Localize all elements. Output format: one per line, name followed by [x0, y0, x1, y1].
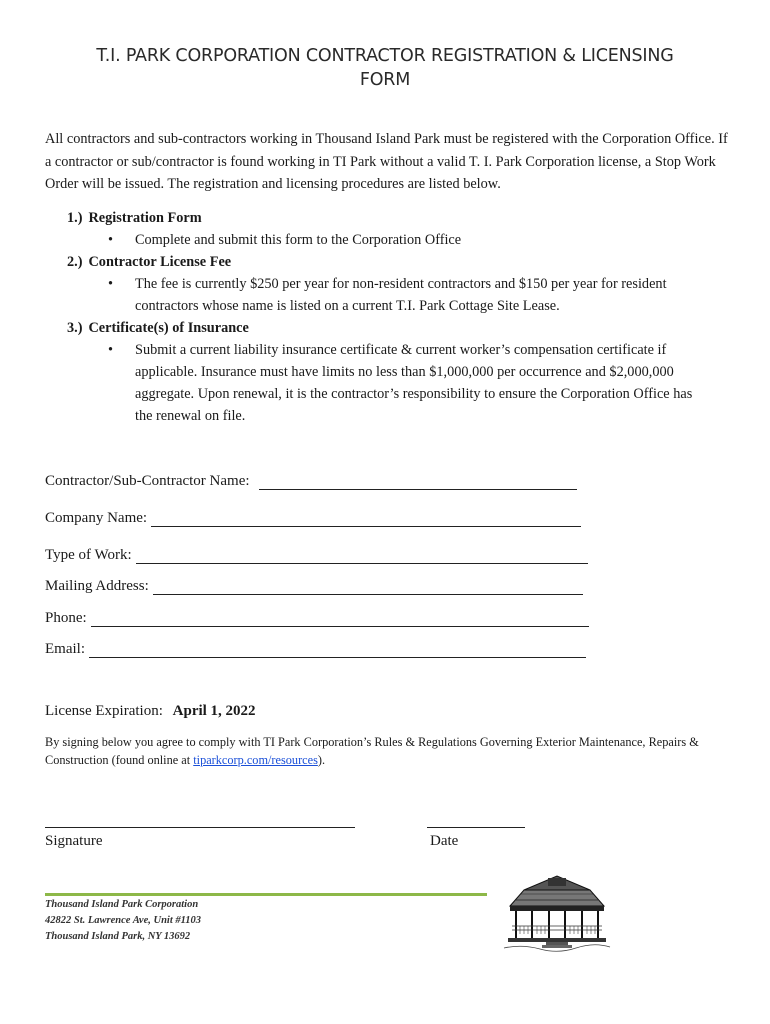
bullet-icon: • [108, 276, 114, 292]
bullet-icon: • [108, 232, 114, 248]
company-name-field [45, 510, 581, 527]
type-of-work-input[interactable] [136, 547, 588, 564]
mailing-address-input[interactable] [153, 578, 583, 595]
license-expiration-date: April 1, 2022 [172, 703, 256, 719]
item-heading: Registration Form [88, 210, 202, 226]
list-item-heading [67, 317, 725, 339]
agreement-body: By signing below you agree to comply with TI Park Corporation’s Rules & Regulations Governing Exterior Maintenance, Repairs & Construction (found online at [45, 735, 699, 767]
footer-divider [45, 893, 487, 896]
item-number: 3.) [67, 320, 83, 336]
agreement-end: ). [317, 753, 326, 767]
bullet-text: Submit a current liability insurance certificate & current worker’s compensation certificate if applicable. Insurance must have limits no less than $1,000,000 per occurrence and $2,000,000 aggregate. Upon renewal, it is the contractor’s responsibility to ensure the Corporation Office has the renewal on file. [135, 342, 693, 424]
type-of-work-label: Type of Work: [45, 547, 132, 563]
pavilion-logo-icon [502, 872, 612, 952]
company-name-label: Company Name: [45, 510, 148, 526]
license-expiration-label: License Expiration: [45, 703, 163, 719]
mailing-address-label: Mailing Address: [45, 578, 149, 594]
phone-field [45, 610, 589, 627]
intro-paragraph: All contractors and sub-contractors working in Thousand Island Park must be registered with the Corporation Office. If a contractor or sub/contractor is found working in TI Park without a valid T. I. Park Corporation license, a Stop Work Order will be issued. The registration and licensing procedures are listed below. [45, 131, 728, 192]
phone-input[interactable] [91, 610, 589, 627]
bullet-icon: • [108, 342, 114, 358]
item-number: 1.) [67, 210, 83, 226]
license-expiration [45, 703, 256, 720]
title-line-2: FORM [359, 70, 411, 90]
list-item-heading [67, 251, 725, 273]
footer-city: Thousand Island Park, NY 13692 [45, 931, 191, 942]
email-field [45, 641, 586, 658]
phone-label: Phone: [45, 610, 87, 626]
signature-line[interactable] [45, 826, 355, 828]
type-of-work-field [45, 547, 588, 564]
list-item-bullet [108, 229, 725, 251]
procedure-list [45, 207, 725, 427]
company-name-input[interactable] [151, 510, 581, 527]
resources-link[interactable]: tiparkcorp.com/resources [193, 753, 318, 767]
list-item-heading [67, 207, 725, 229]
item-number: 2.) [67, 254, 83, 270]
bullet-text: Complete and submit this form to the Corporation Office [135, 232, 462, 248]
form-title [40, 44, 730, 92]
signature-label: Signature [45, 833, 103, 849]
contractor-name-field [45, 473, 577, 490]
date-label: Date [430, 833, 459, 849]
contractor-name-label: Contractor/Sub-Contractor Name: [45, 473, 250, 489]
contractor-name-input[interactable] [259, 473, 577, 490]
footer-street: 42822 St. Lawrence Ave, Unit #1103 [45, 915, 202, 926]
item-heading: Contractor License Fee [88, 254, 232, 270]
footer-org-name: Thousand Island Park Corporation [45, 899, 199, 910]
mailing-address-field [45, 578, 583, 595]
email-label: Email: [45, 641, 85, 657]
bullet-text: The fee is currently $250 per year for non-resident contractors and $150 per year for resident contractors whose name is listed on a current T.I. Park Cottage Site Lease. [135, 276, 667, 314]
footer-address [45, 897, 201, 945]
agreement-text [45, 733, 735, 769]
title-line-1: T.I. PARK CORPORATION CONTRACTOR REGISTRATION & LICENSING [96, 46, 674, 66]
list-item-bullet [108, 339, 725, 427]
date-line[interactable] [427, 826, 525, 828]
email-input[interactable] [89, 641, 586, 658]
item-heading: Certificate(s) of Insurance [88, 320, 249, 336]
list-item-bullet [108, 273, 725, 317]
